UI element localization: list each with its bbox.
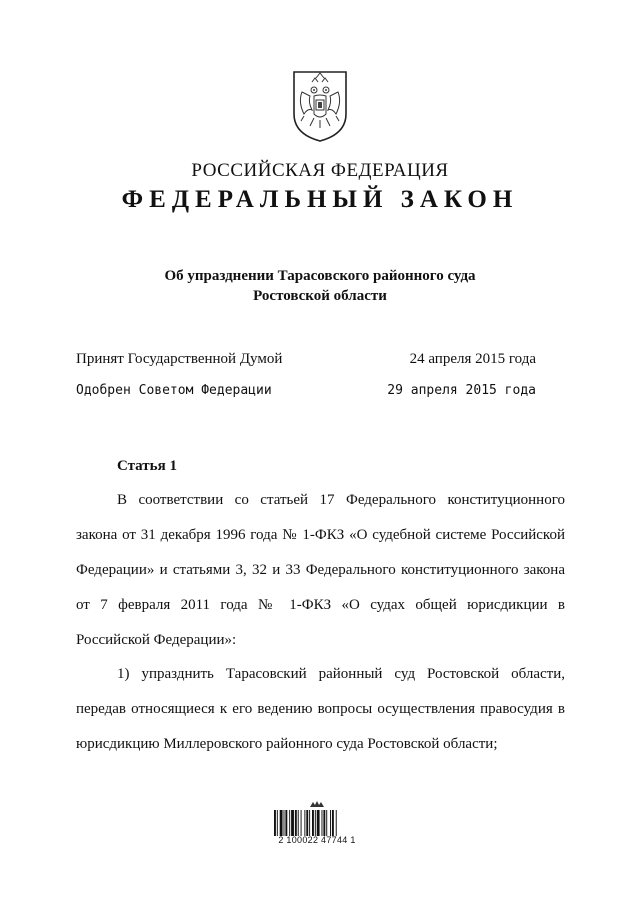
law-subject-line: Об упразднении Тарасовского районного суда [164, 268, 476, 284]
paragraph-line: Федерации» и статьями 3, 32 и 33 Федерального конституционного закона [76, 562, 565, 578]
russian-coat-of-arms-icon [288, 68, 352, 144]
approval-duma [76, 351, 536, 371]
law-subject-line: Ростовской области [253, 288, 387, 304]
barcode-bar [284, 810, 285, 836]
barcode-bar [332, 810, 334, 836]
barcode-bar [330, 810, 331, 836]
barcode-icon [272, 810, 362, 836]
article-title: Статья 1 [117, 458, 177, 474]
approval-body: Принят Государственной Думой [76, 351, 283, 367]
barcode-bar [301, 810, 302, 836]
barcode-bar [285, 810, 287, 836]
barcode-bar [289, 810, 290, 836]
barcode-bar [309, 810, 310, 836]
approval-date: 24 апреля 2015 года [409, 351, 536, 367]
approval-body: Одобрен Советом Федерации [76, 383, 272, 398]
barcode-bar [306, 810, 308, 836]
paragraph-line: В соответствии со статьей 17 Федерального конституционного [117, 492, 565, 508]
paragraph-line: Российской Федерации»: [76, 632, 237, 648]
barcode-bar [312, 810, 314, 836]
paragraph-line: передав относящиеся к его ведению вопросы осуществления правосудия в [76, 701, 565, 717]
barcode-bar [298, 810, 299, 836]
barcode-bar [295, 810, 297, 836]
approval-federation-council [76, 383, 536, 403]
country-name: РОССИЙСКАЯ ФЕДЕРАЦИЯ [191, 160, 449, 181]
article-paragraph-1 [76, 488, 565, 663]
barcode-bar [323, 810, 325, 836]
barcode-bar [322, 810, 323, 836]
barcode-bar [315, 810, 316, 836]
barcode-bar [274, 810, 276, 836]
article-paragraph-2 [76, 662, 565, 767]
barcode-bar [326, 810, 327, 836]
barcode-bar [291, 810, 294, 836]
law-subject [0, 266, 640, 306]
paragraph-line: 1) упразднить Тарасовский районный суд Ростовской области, [117, 666, 565, 682]
barcode [272, 800, 362, 850]
document-type: ФЕДЕРАЛЬНЫЙ ЗАКОН [121, 186, 519, 213]
barcode-bar [317, 810, 320, 836]
barcode-bar [277, 810, 278, 836]
barcode-bar [304, 810, 305, 836]
paragraph-line: от 7 февраля 2011 года № 1-ФКЗ «О судах общей юрисдикции в [76, 597, 565, 613]
barcode-bar [336, 810, 337, 836]
barcode-number: 2 100022 47744 1 [278, 835, 356, 845]
paragraph-line: юрисдикцию Миллеровского районного суда Ростовской области; [76, 736, 498, 752]
paragraph-line: закона от 31 декабря 1996 года № 1-ФКЗ «О судебной системе Российской [76, 527, 565, 543]
barcode-logo-icon [272, 800, 362, 808]
approval-date: 29 апреля 2015 года [387, 383, 536, 398]
barcode-bar [280, 810, 283, 836]
